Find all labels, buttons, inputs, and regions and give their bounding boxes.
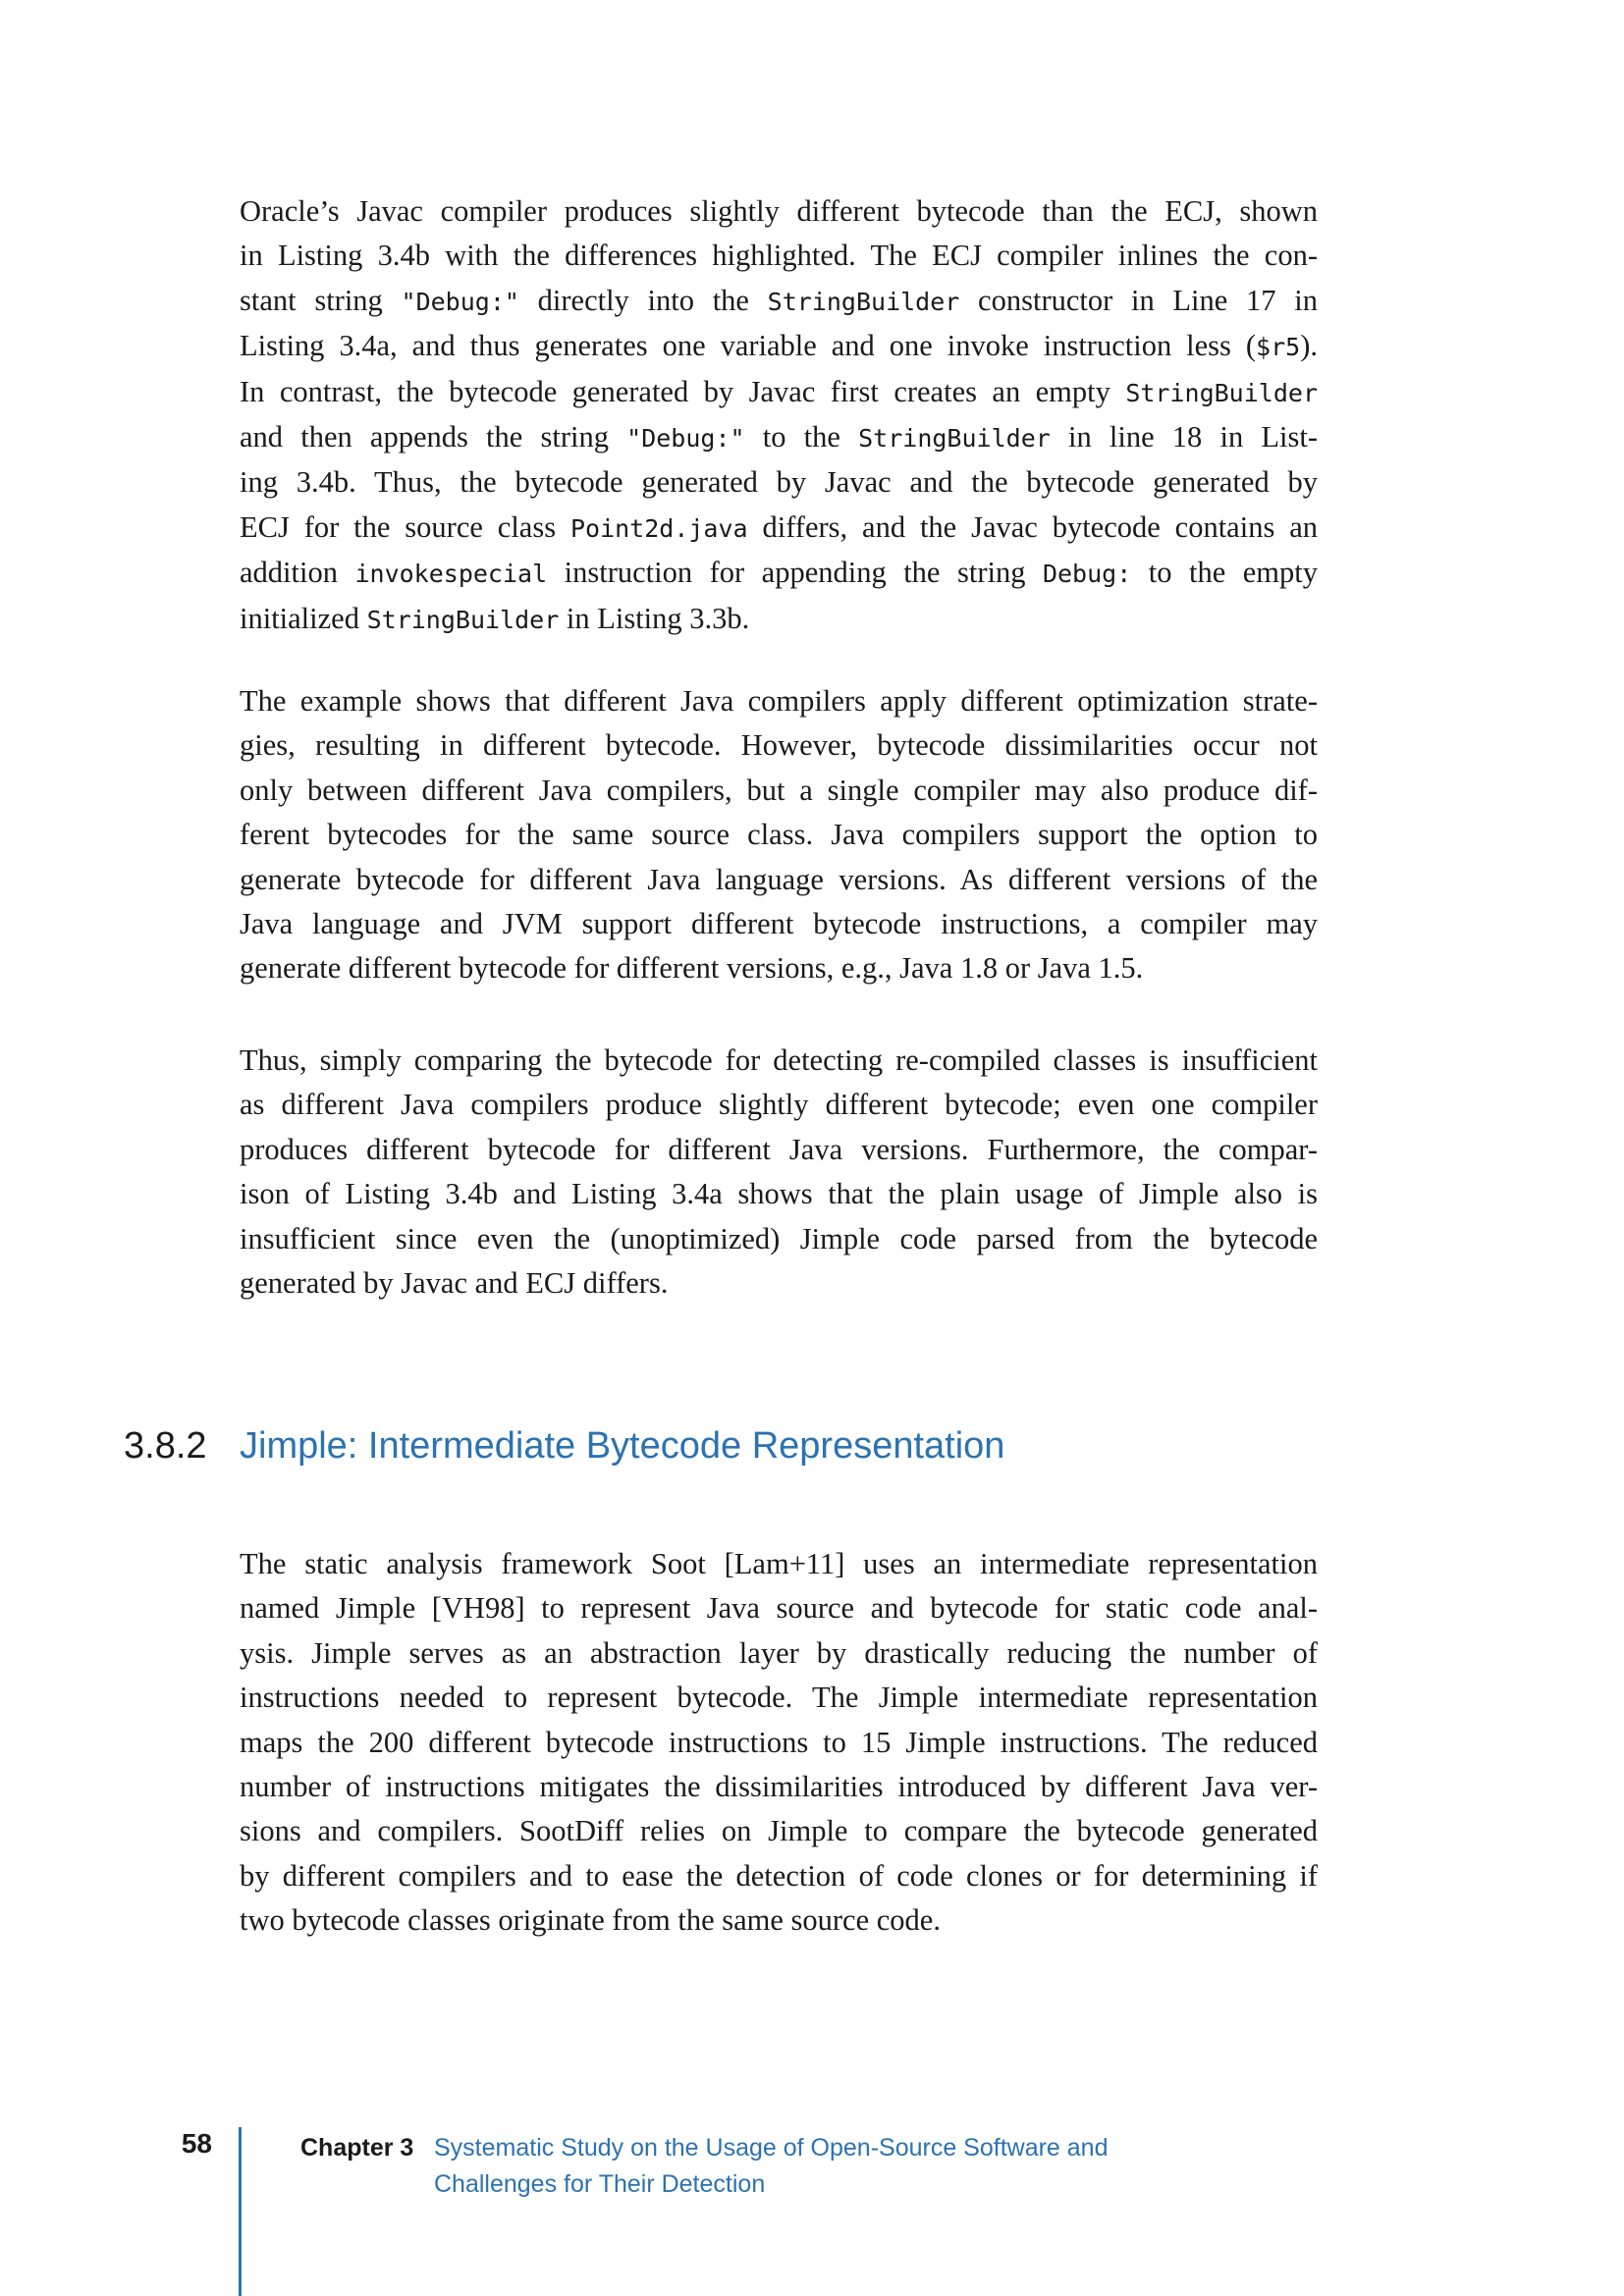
text-line: gies, resulting in different bytecode. However, bytecode dissimilarities occur not [240, 728, 1318, 763]
text-line: maps the 200 different bytecode instructions to 15 Jimple instructions. The reduced [240, 1725, 1318, 1759]
text-line: generated by Javac and ECJ differs. [240, 1266, 669, 1301]
inline-code: invokespecial [354, 560, 548, 589]
text-line: generate bytecode for different Java language versions. As different versions of the [240, 862, 1318, 896]
paragraph-optimization-strategies [240, 679, 1318, 991]
footer-chapter-title-line: Challenges for Their Detection [434, 2170, 766, 2198]
text-line: Java language and JVM support different bytecode instructions, a compiler may [240, 907, 1318, 941]
text-line: ferent bytecodes for the same source class. Java compilers support the option to [240, 818, 1318, 852]
text-line: ECJ for the source class Point2d.java differs, and the Javac bytecode contains an [240, 509, 1318, 544]
section-title: Jimple: Intermediate Bytecode Representation [240, 1425, 1005, 1467]
text-line: instructions needed to represent bytecode. The Jimple intermediate representation [240, 1681, 1318, 1715]
paragraph-comparison-insufficient [240, 1039, 1318, 1306]
text-line: only between different Java compilers, but a single compiler may also produce dif- [240, 773, 1318, 807]
text-line: produces different bytecode for different Java versions. Furthermore, the compar- [240, 1132, 1318, 1166]
inline-code: StringBuilder [366, 605, 560, 634]
text-line: In contrast, the bytecode generated by Javac first creates an empty StringBuilder [240, 374, 1318, 408]
text-line: number of instructions mitigates the dissimilarities introduced by different Java ver- [240, 1770, 1318, 1804]
text-line: two bytecode classes originate from the same source code. [240, 1903, 941, 1938]
inline-code: StringBuilder [1125, 378, 1318, 407]
section-heading [124, 1421, 1004, 1470]
text-line: The static analysis framework Soot [Lam+11] uses an intermediate representation [240, 1547, 1318, 1580]
inline-code: "Debug:" [626, 424, 745, 454]
text-line: Oracle’s Javac compiler produces slightly different bytecode than the ECJ, shown [240, 194, 1318, 228]
text-line: Thus, simply comparing the bytecode for detecting re-compiled classes is insufficient [240, 1043, 1318, 1077]
inline-code: Point2d.java [569, 513, 748, 543]
footer-divider [239, 2127, 242, 2296]
footer-chapter-title-line: Systematic Study on the Usage of Open-Source Software and [434, 2134, 1109, 2162]
inline-code: StringBuilder [858, 424, 1051, 454]
text-line: in Listing 3.4b with the differences highlighted. The ECJ compiler inlines the con- [240, 239, 1318, 273]
inline-code: Debug: [1042, 560, 1132, 589]
text-line: The example shows that different Java compilers apply different optimization strate- [240, 684, 1318, 718]
text-line: sions and compilers. SootDiff relies on Jimple to compare the bytecode generated [240, 1814, 1318, 1848]
text-line: ysis. Jimple serves as an abstraction layer by drastically reducing the number of [240, 1635, 1318, 1670]
inline-code: StringBuilder [767, 287, 960, 316]
paragraph-compiler-differences [240, 189, 1318, 642]
text-line: stant string "Debug:" directly into the StringBuilder constructor in Line 17 in [240, 283, 1318, 317]
inline-code: $r5 [1256, 333, 1301, 362]
text-line: initialized StringBuilder in Listing 3.3b. [240, 601, 750, 635]
page-number: 58 [181, 2128, 212, 2159]
inline-code: "Debug:" [401, 287, 519, 316]
text-line: as different Java compilers produce slightly different bytecode; even one compiler [240, 1088, 1318, 1122]
text-line: addition invokespecial instruction for appending the string Debug: to the empty [240, 556, 1318, 590]
footer-chapter-label: Chapter 3 [300, 2134, 414, 2162]
text-line: insufficient since even the (unoptimized) Jimple code parsed from the bytecode [240, 1221, 1318, 1255]
text-line: generate different bytecode for different versions, e.g., Java 1.8 or Java 1.5. [240, 951, 1144, 986]
text-line: by different compilers and to ease the detection of code clones or for determining if [240, 1858, 1318, 1893]
text-line: ison of Listing 3.4b and Listing 3.4a shows that the plain usage of Jimple also is [240, 1177, 1318, 1211]
text-line: Listing 3.4a, and thus generates one variable and one invoke instruction less ($r5). [240, 329, 1318, 363]
section-number: 3.8.2 [124, 1425, 207, 1467]
paragraph-jimple-description [240, 1542, 1318, 1944]
text-line: and then appends the string "Debug:" to the StringBuilder in line 18 in List- [240, 420, 1318, 454]
footer-chapter-title [434, 2130, 1141, 2203]
text-line: ing 3.4b. Thus, the bytecode generated by Javac and the bytecode generated by [240, 465, 1318, 500]
text-line: named Jimple [VH98] to represent Java source and bytecode for static code anal- [240, 1591, 1318, 1626]
